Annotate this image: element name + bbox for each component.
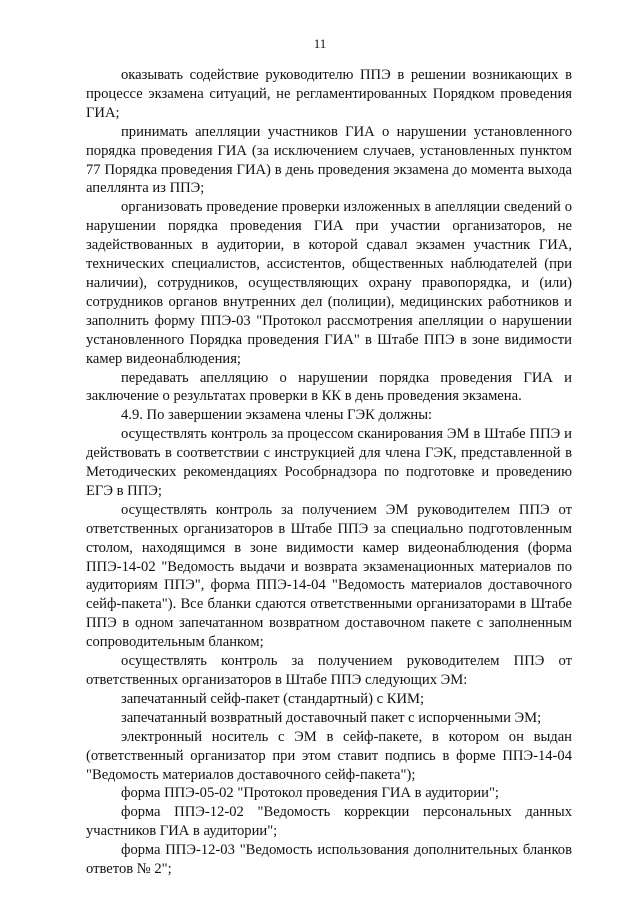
list-item-form-05-02: форма ППЭ-05-02 "Протокол проведения ГИА в аудитории"; — [121, 785, 499, 802]
paragraph-receipt-control: осуществлять контроль за получением ЭМ руководителем ППЭ от ответственных организаторов в Штабе ППЭ за специально подготовленным столом, находящимся в зоне видимости камер видеонаблюдения (форма ППЭ-14-02 "Ведомость выдачи и возврата экзаменационных материалов по аудиториям ППЭ", форма ППЭ-14-04 "Ведомость материалов доставочного сейф-пакета"). Все бланки сдаются ответственными организаторами в Штабе ППЭ в одном запечатанном возвратном доставочном пакете с заполненным сопроводительным бланком; — [86, 501, 572, 651]
list-item-electronic-media: электронный носитель с ЭМ в сейф-пакете, в котором он выдан (ответственный организатор при этом ставит подпись в форме ППЭ-14-04 "Ведомость материалов доставочного сейф-пакета"); — [86, 728, 572, 783]
list-item-safe-package: запечатанный сейф-пакет (стандартный) с КИМ; — [121, 690, 425, 707]
paragraph-transfer-appeal: передавать апелляцию о нарушении порядка проведения ГИА и заключение о результатах проверки в КК в день проведения экзамена. — [86, 369, 572, 405]
paragraph-section-4-9: 4.9. По завершении экзамена члены ГЭК должны: — [121, 407, 433, 424]
list-item-return-package: запечатанный возвратный доставочный пакет с испорченными ЭМ; — [121, 709, 542, 726]
list-item-form-12-02: форма ППЭ-12-02 "Ведомость коррекции персональных данных участников ГИА в аудитории"; — [86, 804, 572, 840]
paragraph-following-materials: осуществлять контроль за получением руководителем ППЭ от ответственных организаторов в Штабе ППЭ следующих ЭМ: — [86, 653, 572, 688]
paragraph-organize-check: организовать проведение проверки изложенных в апелляции сведений о нарушении порядка проведения ГИА при участии организаторов, не задействованных в аудитории, в которой сдавал экзамен участник ГИА, технических специалистов, ассистентов, общественных наблюдателей (при наличии), сотрудников, осуществляющих охрану правопорядка, и (или) сотрудников органов внутренних дел (полиции), медицинских работников и заполнить форму ППЭ-03 "Протокол рассмотрения апелляции о нарушении установленного Порядка проведения ГИА" в Штабе ППЭ в зоне видимости камер видеонаблюдения; — [86, 199, 572, 367]
document-body — [86, 66, 572, 879]
paragraph-accept-appeals: принимать апелляции участников ГИА о нарушении установленного порядка проведения ГИА (за исключением случаев, установленных пунктом 77 Порядка проведения ГИА) в день проведения экзамена до момента выхода апеллянта из ППЭ; — [86, 123, 572, 197]
paragraph-assist-head: оказывать содействие руководителю ППЭ в решении возникающих в процессе экзамена ситуаций, не регламентированных Порядком проведения ГИА; — [86, 67, 572, 121]
page-number: 11 — [313, 36, 327, 51]
list-item-form-12-03: форма ППЭ-12-03 "Ведомость использования дополнительных бланков ответов № 2"; — [86, 842, 572, 878]
paragraph-scanning-control: осуществлять контроль за процессом сканирования ЭМ в Штабе ППЭ и действовать в соответствии с инструкцией для члена ГЭК, представленной в Методических рекомендациях Рособрнадзора по подготовке и проведению ЕГЭ в ППЭ; — [86, 426, 572, 499]
